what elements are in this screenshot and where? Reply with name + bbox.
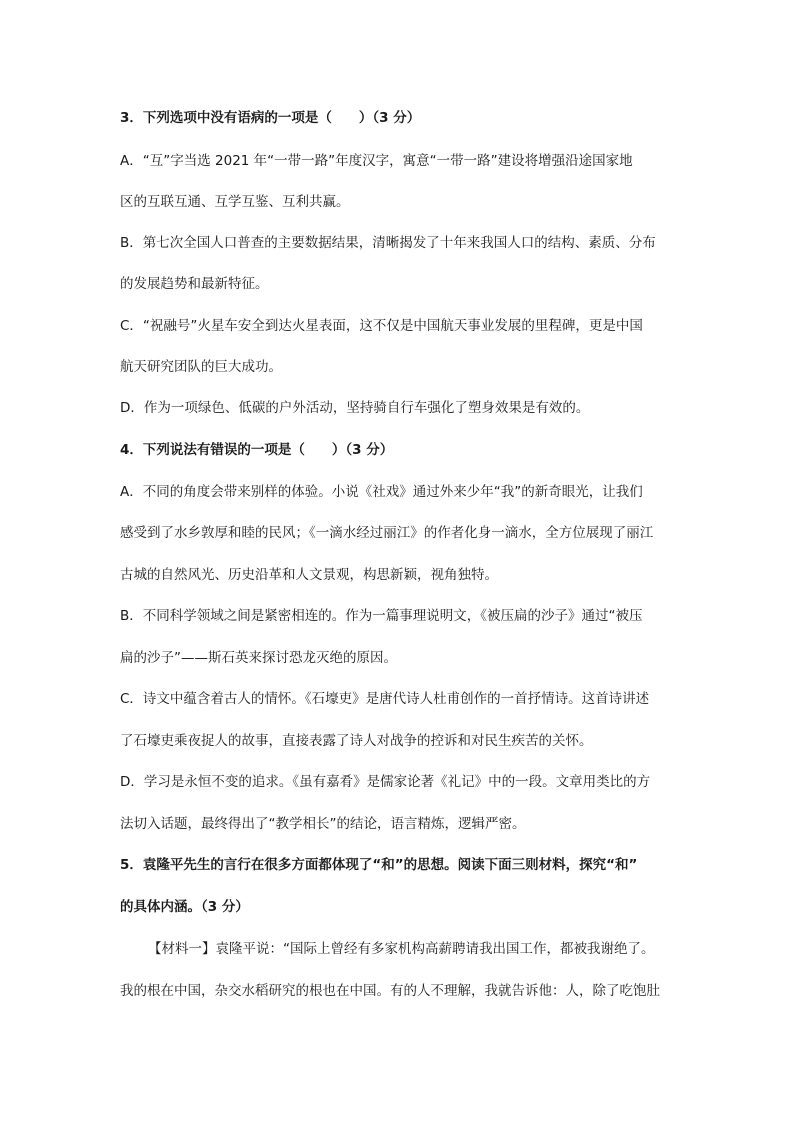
q4-option-a-line1: A．不同的角度会带来别样的体验。小说《社戏》通过外来少年“我”的新奇眼光，让我们 — [120, 484, 643, 500]
question-5-title-line2: 的具体内涵。（3 分） — [120, 899, 249, 915]
q3-option-a-line2: 区的互联互通、互学互鉴、互利共赢。 — [120, 194, 350, 210]
q4-option-d-line2: 法切入话题，最终得出了“教学相长”的结论，语言精炼，逻辑严密。 — [120, 816, 526, 832]
material-1-line2: 我的根在中国，杂交水稻研究的根也在中国。有的人不理解，我就告诉他：人，除了吃饱肚 — [120, 983, 660, 999]
q4-option-d-line1: D．学习是永恒不变的追求。《虽有嘉肴》是儒家论著《礼记》中的一段。文章用类比的方 — [120, 774, 651, 790]
question-4-title: 4．下列说法有错误的一项是（ ）（3 分） — [120, 442, 394, 458]
q3-option-c-line2: 航天研究团队的巨大成功。 — [120, 359, 282, 375]
q4-option-c-line1: C．诗文中蕴含着古人的情怀。《石壕吏》是唐代诗人杜甫创作的一首抒情诗。这首诗讲述 — [120, 691, 650, 707]
q3-option-b-line2: 的发展趋势和最新特征。 — [120, 276, 269, 292]
q3-option-d-line1: D．作为一项绿色、低碳的户外活动，坚持骑自行车强化了塑身效果是有效的。 — [120, 400, 590, 416]
q3-option-c-line1: C．“祝融号”火星车安全到达火星表面，这不仅是中国航天事业发展的里程碑，更是中国 — [120, 318, 643, 334]
q4-option-b-line1: B．不同科学领域之间是紧密相连的。作为一篇事理说明文，《被压扁的沙子》通过“被压 — [120, 608, 643, 624]
q4-option-a-line3: 古城的自然风光、历史沿革和人文景观，构思新颖，视角独特。 — [120, 567, 498, 583]
material-1-line1: 【材料一】袁隆平说：“国际上曾经有多家机构高薪聘请我出国工作，都被我谢绝了。 — [148, 941, 655, 957]
q3-option-b-line1: B．第七次全国人口普查的主要数据结果，清晰揭发了十年来我国人口的结构、素质、分布 — [120, 235, 656, 251]
question-3-title: 3．下列选项中没有语病的一项是（ ）（3 分） — [120, 110, 421, 126]
q4-option-c-line2: 了石壕吏乘夜捉人的故事，直接表露了诗人对战争的控诉和对民生疾苦的关怀。 — [120, 733, 593, 749]
question-5-title-line1: 5．袁隆平先生的言行在很多方面都体现了“和”的思想。阅读下面三则材料，探究“和” — [120, 857, 638, 873]
q4-option-a-line2: 感受到了水乡敦厚和睦的民风；《一滴水经过丽江》的作者化身一滴水，全方位展现了丽江 — [120, 525, 654, 541]
q3-option-a-line1: A．“互”字当选 2021 年“一带一路”年度汉字，寓意“一带一路”建设将增强沿途国家地 — [120, 153, 633, 169]
q4-option-b-line2: 扁的沙子”——斯石英来探讨恐龙灭绝的原因。 — [120, 650, 397, 666]
